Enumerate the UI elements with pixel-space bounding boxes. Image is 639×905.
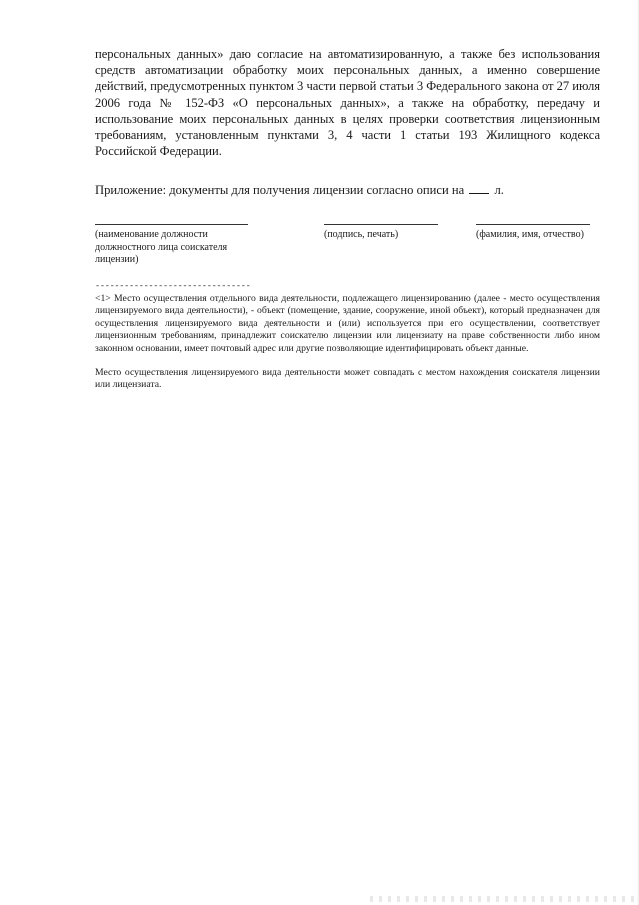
page-count-blank bbox=[469, 182, 489, 194]
footnote-2: Место осуществления лицензируемого вида деятельности может совпадать с местом нахождения соискателя лицензии или лицензиата. bbox=[95, 367, 600, 391]
consent-paragraph: персональных данных» даю согласие на автоматизированную, а также без использования средств автоматизации обработку моих персональных данных, а именно совершение действий, предусмотренных пунктом 3 части первой статьи 3 Федерального закона от 27 июля 2006 года № 152-ФЗ «О персональных данных», а также на обработку, передачу и использование моих персональных данных в целях проверки соответствия лицензионным требованиям, установленным пунктами 3, 4 части 1 статьи 193 Жилищного кодекса Российской Федерации. bbox=[95, 47, 600, 159]
attachment-line bbox=[95, 182, 600, 198]
name-signature-line bbox=[476, 224, 590, 225]
scan-artifact-marks bbox=[370, 896, 639, 902]
footnote-divider: -------------------------------- bbox=[95, 281, 251, 291]
attachment-suffix: л. bbox=[494, 183, 504, 197]
footnote-1: <1> Место осуществления отдельного вида деятельности, подлежащего лицензированию (далее - место осуществления лицензируемого вида деятельности), - объект (помещение, здание, сооружение, иной объект), который предназначен для осуществления лицензируемого вида деятельности и (или) используется при его осуществлении, соответствует лицензионным требованиям, принадлежит соискателю лицензии или лицензиату на праве собственности либо ином законном основании, имеет почтовый адрес или другие позволяющие идентифицировать объект данные. bbox=[95, 293, 600, 354]
signature-caption: (подпись, печать) bbox=[324, 229, 399, 240]
attachment-prefix: Приложение: документы для получения лицензии согласно описи на bbox=[95, 183, 465, 197]
name-caption: (фамилия, имя, отчество) bbox=[476, 229, 584, 240]
position-signature-line bbox=[95, 224, 248, 225]
position-caption: (наименование должности должностного лица соискателя лицензии) bbox=[95, 229, 228, 265]
signature-line bbox=[324, 224, 438, 225]
